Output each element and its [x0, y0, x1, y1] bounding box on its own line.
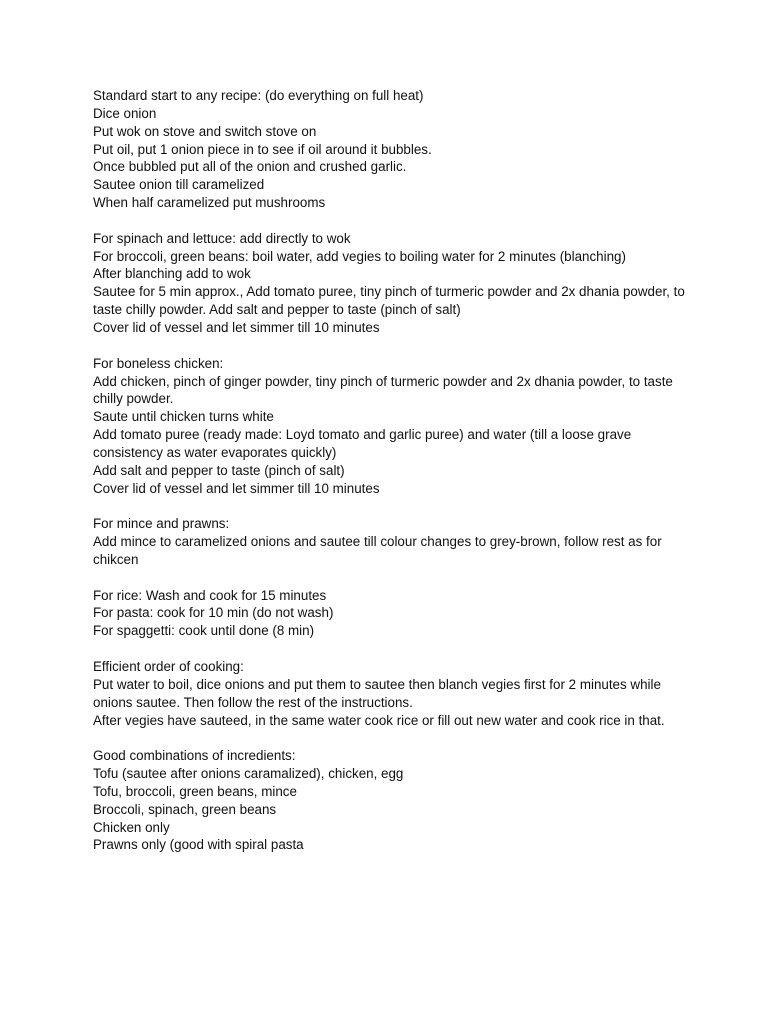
list-item: Broccoli, spinach, green beans — [93, 801, 277, 817]
instruction-line: Add chicken, pinch of ginger powder, tiny pinch of turmeric powder and 2x dhania powder, to taste chilly powder. — [93, 373, 673, 407]
section-efficient-order — [93, 658, 693, 729]
instruction-line: Add tomato puree (ready made: Loyd tomato and garlic puree) and water (till a loose grave consistency as water evaporates quickly) — [93, 427, 632, 460]
list-item: Prawns only (good with spiral pasta — [93, 837, 304, 853]
instruction-line: After vegies have sauteed, in the same water cook rice or fill out new water and cook rice in that. — [93, 712, 665, 728]
instruction-line: Sautee onion till caramelized — [93, 177, 265, 193]
instruction-line: Add salt and pepper to taste (pinch of salt) — [93, 462, 345, 478]
instruction-line: Put wok on stove and switch stove on — [93, 123, 317, 139]
list-item: Tofu (sautee after onions caramalized), chicken, egg — [93, 766, 404, 782]
section-good-combinations — [93, 747, 693, 854]
instruction-line: Sautee for 5 min approx., Add tomato puree, tiny pinch of turmeric powder and 2x dhania powder, to taste chilly powder. Add salt and pepper to taste (pinch of salt) — [93, 284, 685, 318]
section-heading: For boneless chicken: — [93, 355, 224, 371]
section-heading: For mince and prawns: — [93, 516, 230, 532]
instruction-line: Put oil, put 1 onion piece in to see if oil around it bubbles. — [93, 141, 432, 157]
section-vegetables — [93, 230, 693, 337]
instruction-line: Add mince to caramelized onions and sautee till colour changes to grey-brown, follow rest as for chikcen — [93, 534, 662, 567]
section-standard-start — [93, 87, 693, 212]
instruction-line: Dice onion — [93, 105, 157, 121]
section-rice-pasta — [93, 587, 693, 641]
list-item: Tofu, broccoli, green beans, mince — [93, 783, 297, 799]
instruction-line: After blanching add to wok — [93, 266, 251, 282]
instruction-line: When half caramelized put mushrooms — [93, 195, 326, 211]
section-heading: Standard start to any recipe: (do everything on full heat) — [93, 88, 424, 103]
instruction-line: For pasta: cook for 10 min (do not wash) — [93, 605, 334, 621]
instruction-line: Cover lid of vessel and let simmer till 10 minutes — [93, 319, 380, 335]
list-item: Chicken only — [93, 819, 170, 835]
section-heading: Efficient order of cooking: — [93, 659, 244, 674]
section-heading: Good combinations of incredients: — [93, 748, 296, 764]
document-body — [93, 87, 693, 872]
instruction-line: For broccoli, green beans: boil water, add vegies to boiling water for 2 minutes (blanching) — [93, 248, 626, 264]
instruction-line: For spaggetti: cook until done (8 min) — [93, 623, 315, 639]
instruction-line: Put water to boil, dice onions and put them to sautee then blanch vegies first for 2 minutes while onions sautee. Then follow the rest of the instructions. — [93, 676, 661, 710]
instruction-line: For spinach and lettuce: add directly to wok — [93, 230, 351, 246]
section-boneless-chicken — [93, 355, 693, 498]
instruction-line: Saute until chicken turns white — [93, 409, 274, 425]
section-mince-prawns — [93, 515, 693, 569]
instruction-line: Cover lid of vessel and let simmer till 10 minutes — [93, 480, 380, 496]
instruction-line: Once bubbled put all of the onion and crushed garlic. — [93, 159, 407, 175]
instruction-line: For rice: Wash and cook for 15 minutes — [93, 587, 327, 603]
